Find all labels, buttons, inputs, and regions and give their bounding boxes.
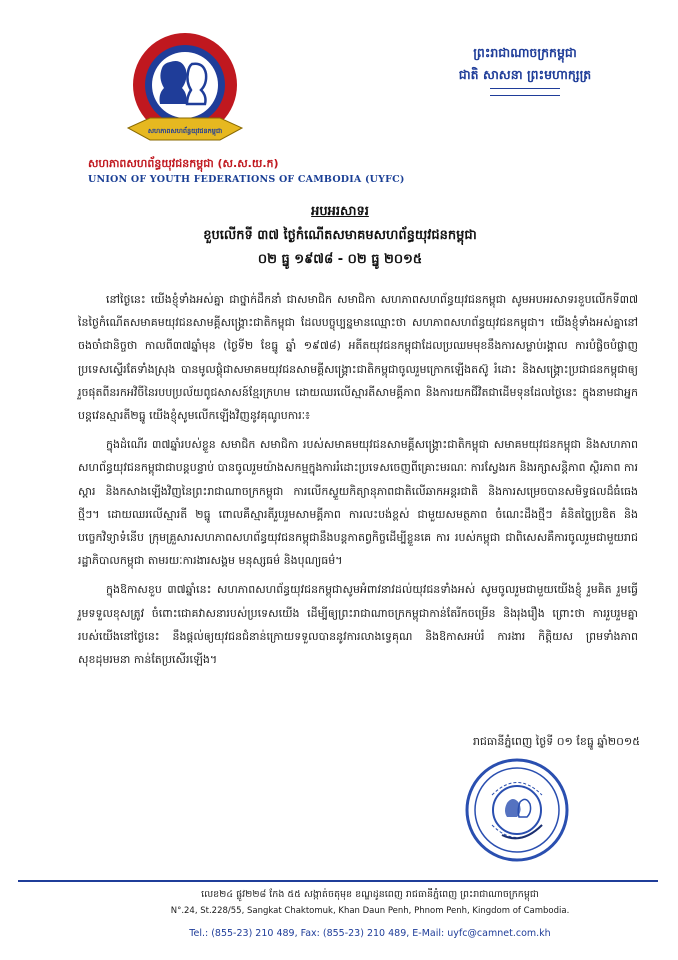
title-dates: ០២ ធ្នូ ១៩៧៨ - ០២ ធ្នូ ២០១៥ xyxy=(257,252,423,267)
national-motto xyxy=(400,42,650,96)
letter-body xyxy=(78,288,638,677)
title-celebration: អបអរសាទរ xyxy=(311,204,369,219)
footer-contact: Tel.: (855-23) 210 489, Fax: (855-23) 210 489, E-Mail: uyfc@camnet.com.kh xyxy=(189,928,551,939)
org-name-en: UNION OF YOUTH FEDERATIONS OF CAMBODIA (UYFC) xyxy=(88,174,405,185)
motto-kingdom: ព្រះរាជាណាចក្រកម្ពុជា xyxy=(473,45,577,60)
uyfc-logo xyxy=(120,30,250,155)
date-line: រាជធានីភ្នំពេញ ថ្ងៃទី ០១ ខែធ្នូ ឆ្នាំ២០១៥ xyxy=(472,735,640,748)
body-paragraph-3: ក្នុងឱកាសខួប ៣៧ឆ្នាំនេះ សហភាពសហព័ន្ធយុវជនកម្ពុជាសូមអំពាវនាវដល់យុវជនទាំងអស់ សូមចូលរួមជាមួយយើងខ្ញុំ រួមគិត រួមធ្វើ រួមទទួលខុសត្រូវ ចំពោះជោគវាសនារបស់ប្រទេសយើង ដើម្បីឲ្យព្រះរាជាណាចក្រកម្ពុជាកាន់តែរីកចម្រើន និងរុងរឿង ព្រោះថា ការរួបរួមគ្នារបស់យើងនៅថ្ងៃនេះ នឹងផ្តល់ឲ្យយុវជនជំនាន់ក្រោយទទួលបាននូវការលាងទ្វេគុណ និងឱកាសអប់រំ ការងារ កិត្តិយស ព្រមទាំងភាពសុខដុមរមនា កាន់តែប្រសើរឡើង។ xyxy=(78,583,638,667)
title-anniversary: ខួបលើកទី ៣៧ ថ្ងៃកំណើតសមាគមសហព័ន្ធយុវជនកម្ពុជា xyxy=(203,228,477,243)
letter-title xyxy=(60,200,620,272)
motto-nation-religion-king: ជាតិ សាសនា ព្រះមហាក្សត្រ xyxy=(458,67,592,82)
logo-banner-text: សហភាពសហព័ន្ធយុវជនកម្ពុជា xyxy=(147,127,223,135)
body-paragraph-1: នៅថ្ងៃនេះ យើងខ្ញុំទាំងអស់គ្នា ជាថ្នាក់ដឹកនាំ ជាសមាជិក សមាជិកា សហភាពសហព័ន្ធយុវជនកម្ពុជា សូមអបអរសាទរខួបលើកទី៣៧ នៃថ្ងៃកំណើតសមាគមយុវជនសាមគ្គីសង្គ្រោះជាតិកម្ពុជា ដែលបច្ចុប្បន្នមានឈ្មោះថា សហភាពសហព័ន្ធយុវជនកម្ពុជា។ យើងខ្ញុំទាំងអស់គ្នានៅចងចាំជានិច្ចថា កាលពី៣៧ឆ្នាំមុន (ថ្ងៃទី២ ខែធ្នូ ឆ្នាំ ១៩៧៨) អតីតយុវជនកម្ពុជាដែលប្រឈមមុខនឹងការសម្លាប់រង្គាល ការបំផ្លិចបំផ្លាញប្រទេសស្ទើរតែទាំងស្រុង បានមូលផ្តុំជាសមាគមយុវជនសាមគ្គីសង្គ្រោះជាតិកម្ពុជាចូលរួមក្រោកឡើងតស៊ូ រំដោះ និងសង្គ្រោះប្រជាជនកម្ពុជាឲ្យរួចផុតពីនរកអវិចីនៃរបបប្រល័យពូជសាសន៍ខ្មែរក្រហម ដោយឈរលើស្មារតីសាមគ្គីភាព និងការយកជីវិតជាដើមទុនដែលថ្ងៃនេះ ក្នុងនាមជាអ្នកបន្តវេនស្មារតី២ធ្នូ យើងខ្ញុំសូមលើកឡើងវិញនូវគុណូបការៈ៖ xyxy=(78,293,638,423)
official-seal-icon xyxy=(462,755,572,865)
org-name-kh: សហភាពសហព័ន្ធយុវជនកម្ពុជា (ស.ស.យ.ក) xyxy=(88,157,279,170)
footer-address-en: N°.24, St.228/55, Sangkat Chaktomuk, Khan Daun Penh, Phnom Penh, Kingdom of Cambodia. xyxy=(170,906,570,916)
footer-address-kh: លេខ២៤ ផ្លូវ២២៨ កែង ៥៥ សង្កាត់ចតុមុខ ខណ្ឌដូនពេញ រាជធានីភ្នំពេញ ព្រះរាជាណាចក្រកម្ពុជា xyxy=(201,889,539,900)
body-paragraph-2: ក្នុងដំណើរ ៣៧ឆ្នាំរបស់ខ្លួន សមាជិក សមាជិកា របស់សមាគមយុវជនសាមគ្គីសង្គ្រោះជាតិកម្ពុជា សមាគមយុវជនកម្ពុជា និងសហភាពសហព័ន្ធយុវជនកម្ពុជាជាបន្តបន្ទាប់ បានចូលរួមយ៉ាងសកម្មក្នុងការរំដោះប្រទេសចេញពីគ្រោះមរណៈ ការស្វែងរក និងរក្សាសន្តិភាព ស្ថិរភាព ការស្តារ និងកសាងឡើងវិញនៃព្រះរាជាណាចក្រកម្ពុជា ការលើកស្ទួយកិត្យានុភាពជាតិលើឆាកអន្តរជាតិ និងការសម្រេចបានសមិទ្ធផលដ៏ធំធេងថ្មីៗ។ ដោយឈរលើស្មារតី ២ធ្នូ ពោលគឺស្មារតីរួបរួមសាមគ្គីភាព ការលះបង់ខ្ពស់ ជាមួយសមត្ថភាព ចំណេះដឹងថ្មីៗ គំនិតច្នៃប្រឌិត និងបច្ចេកវិទ្យាទំនើប ក្រុមគ្រួសារសហភាពសហព័ន្ធយុវជនកម្ពុជានឹងបន្តកាតព្វកិច្ចដើម្បីខ្លួនគេ ការ របស់កម្ពុជា ជាពិសេសគឺការចូលរួមជាមួយរាជរដ្ឋាភិបាលកម្ពុជា តាមរយៈការងារសង្គម មនុស្សធម៌ និងបុណ្យធម៌។ xyxy=(78,438,638,568)
footer-divider xyxy=(18,880,658,882)
motto-ornament xyxy=(490,88,560,96)
